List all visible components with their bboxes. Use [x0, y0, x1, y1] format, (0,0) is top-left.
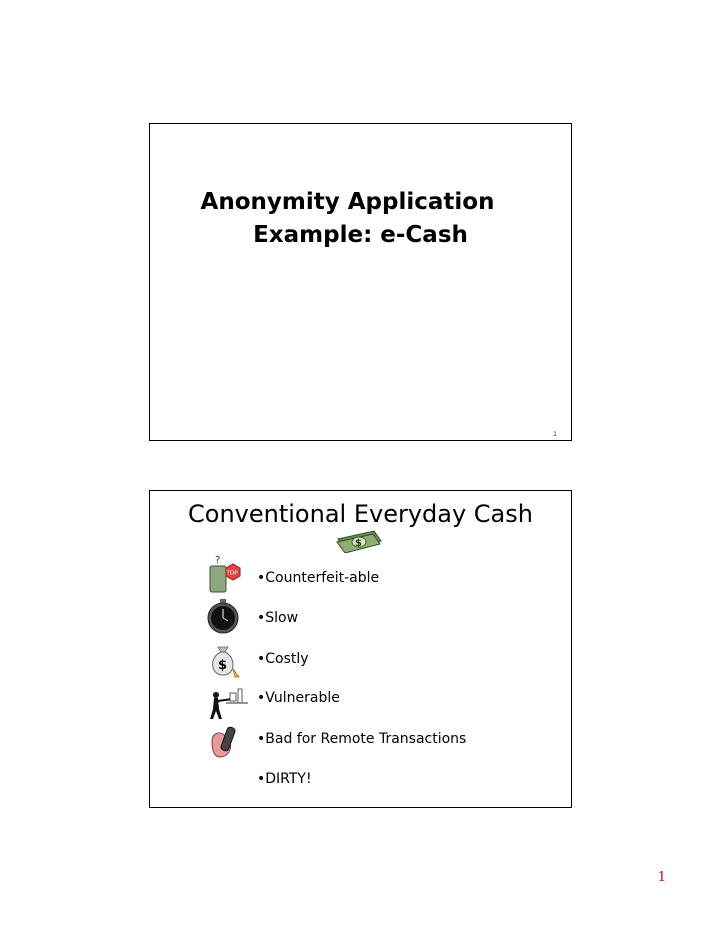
slide-1 [149, 123, 572, 441]
slide-1-title [150, 186, 571, 252]
stop-sign-money-icon [206, 554, 242, 594]
svg-text:$: $ [355, 538, 362, 549]
bullet-counterfeitable: •Counterfeit-able [257, 570, 380, 586]
bullet-dirty: •DIRTY! [257, 771, 312, 787]
slide-1-title-line-1: Anonymity Application [200, 189, 495, 215]
slide-1-title-line-2: Example: e-Cash [253, 222, 468, 248]
money-stack-icon [334, 529, 384, 553]
svg-text:TOP: TOP [226, 570, 238, 577]
bullet-vulnerable: •Vulnerable [257, 690, 340, 706]
bullet-remote: •Bad for Remote Transactions [257, 731, 467, 747]
stopwatch-icon [206, 597, 240, 635]
page-number: 1 [657, 870, 666, 885]
bullet-costly: •Costly [257, 651, 309, 667]
slide-1-number: 1 [553, 431, 557, 438]
svg-text:?: ? [215, 555, 221, 566]
bullet-slow: •Slow [257, 610, 299, 626]
money-bag-icon [206, 639, 242, 679]
thief-icon [206, 681, 250, 721]
phone-hand-icon [206, 723, 242, 761]
svg-text:$: $ [218, 658, 228, 673]
slide-2-title: Conventional Everyday Cash [188, 500, 533, 528]
slide-2 [149, 490, 572, 808]
